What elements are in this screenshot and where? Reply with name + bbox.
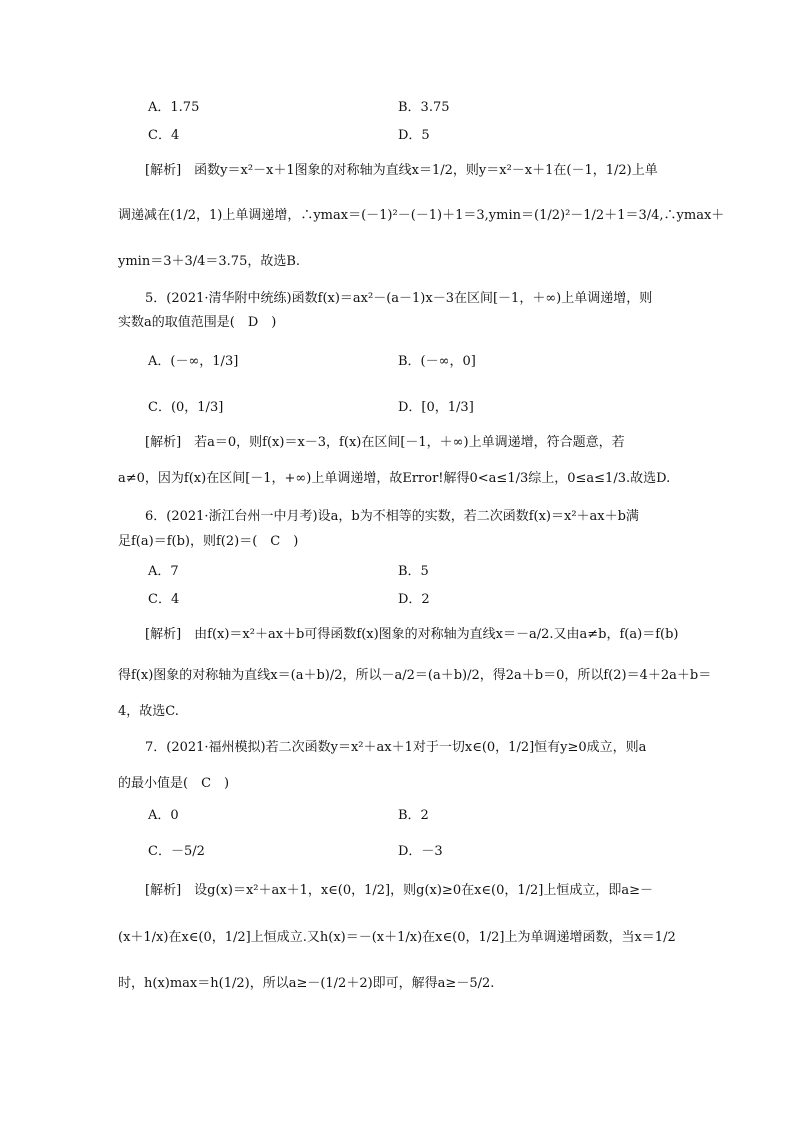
q7-solution-line-2: (x＋1/x)在x∈(0，1/2]上恒成立.又h(x)＝－(x＋1/x)在x∈(0，1/2]上为单调递增函数，当x＝1/2 bbox=[118, 930, 676, 945]
q6-option-b: B．5 bbox=[398, 564, 429, 579]
q4-option-d: D．5 bbox=[398, 128, 430, 143]
q6-stem-line-2: 足f(a)＝f(b)，则f(2)＝( C ) bbox=[118, 534, 299, 549]
q7-option-a: A．0 bbox=[148, 808, 179, 823]
q5-solution-line-2: a≠0，因为f(x)在区间[－1，+∞)上单调递增，故Error!解得0<a≤1/3综上，0≤a≤1/3.故选D. bbox=[118, 471, 671, 486]
q7-option-b: B．2 bbox=[398, 808, 429, 823]
q6-option-d: D．2 bbox=[398, 592, 430, 607]
q7-solution-line-3: 时，h(x)max＝h(1/2)，所以a≥－(1/2＋2)即可，解得a≥－5/2. bbox=[118, 976, 495, 991]
q7-stem-line-1: 7．(2021·福州模拟)若二次函数y＝x²＋ax＋1对于一切x∈(0，1/2]恒有y≥0成立，则a bbox=[145, 740, 647, 755]
q6-solution-line-3: 4，故选C. bbox=[118, 704, 179, 719]
q4-solution-line-3: ymin＝3＋3/4＝3.75，故选B. bbox=[118, 254, 301, 269]
q4-solution-line-2: 调递减在(1/2，1)上单调递增，∴ymax＝(－1)²－(－1)＋1＝3,ymin＝(1/2)²－1/2＋1＝3/4,∴ymax＋ bbox=[118, 208, 725, 223]
q6-solution-line-1: [解析] 由f(x)＝x²＋ax＋b可得函数f(x)图象的对称轴为直线x＝－a/2.又由a≠b，f(a)＝f(b) bbox=[145, 627, 679, 642]
q5-option-a: A．(－∞，1/3] bbox=[148, 354, 239, 369]
q4-option-b: B．3.75 bbox=[398, 100, 450, 115]
q4-option-c: C．4 bbox=[148, 128, 180, 143]
q6-solution-line-2: 得f(x)图象的对称轴为直线x＝(a＋b)/2，所以－a/2＝(a＋b)/2，得2a＋b＝0，所以f(2)＝4＋2a＋b＝ bbox=[118, 668, 712, 683]
q5-option-c: C．(0，1/3] bbox=[148, 400, 224, 415]
q7-option-c: C．－5/2 bbox=[148, 844, 205, 859]
q5-stem-line-1: 5．(2021·清华附中统练)函数f(x)＝ax²－(a－1)x－3在区间[－1，＋∞)上单调递增，则 bbox=[145, 291, 653, 306]
q7-solution-line-1: [解析] 设g(x)＝x²＋ax＋1，x∈(0，1/2]，则g(x)≥0在x∈(0，1/2]上恒成立，即a≥－ bbox=[145, 883, 654, 898]
q6-stem-line-1: 6．(2021·浙江台州一中月考)设a，b为不相等的实数，若二次函数f(x)＝x²＋ax＋b满 bbox=[145, 509, 639, 524]
q5-stem-line-2: 实数a的取值范围是( D ) bbox=[118, 315, 277, 330]
q6-option-a: A．7 bbox=[148, 564, 179, 579]
q6-option-c: C．4 bbox=[148, 592, 180, 607]
q7-option-d: D．－3 bbox=[398, 844, 443, 859]
q5-option-b: B．(－∞，0] bbox=[398, 354, 476, 369]
q5-solution-line-1: [解析] 若a＝0，则f(x)＝x－3，f(x)在区间[－1，＋∞)上单调递增，符合题意，若 bbox=[145, 435, 625, 450]
q7-stem-line-2: 的最小值是( C ) bbox=[118, 776, 230, 791]
q4-solution-line-1: [解析] 函数y＝x²－x＋1图象的对称轴为直线x＝1/2，则y＝x²－x＋1在(－1，1/2)上单 bbox=[145, 163, 658, 178]
q5-option-d: D．[0，1/3] bbox=[398, 400, 474, 415]
q4-option-a: A．1.75 bbox=[148, 100, 200, 115]
